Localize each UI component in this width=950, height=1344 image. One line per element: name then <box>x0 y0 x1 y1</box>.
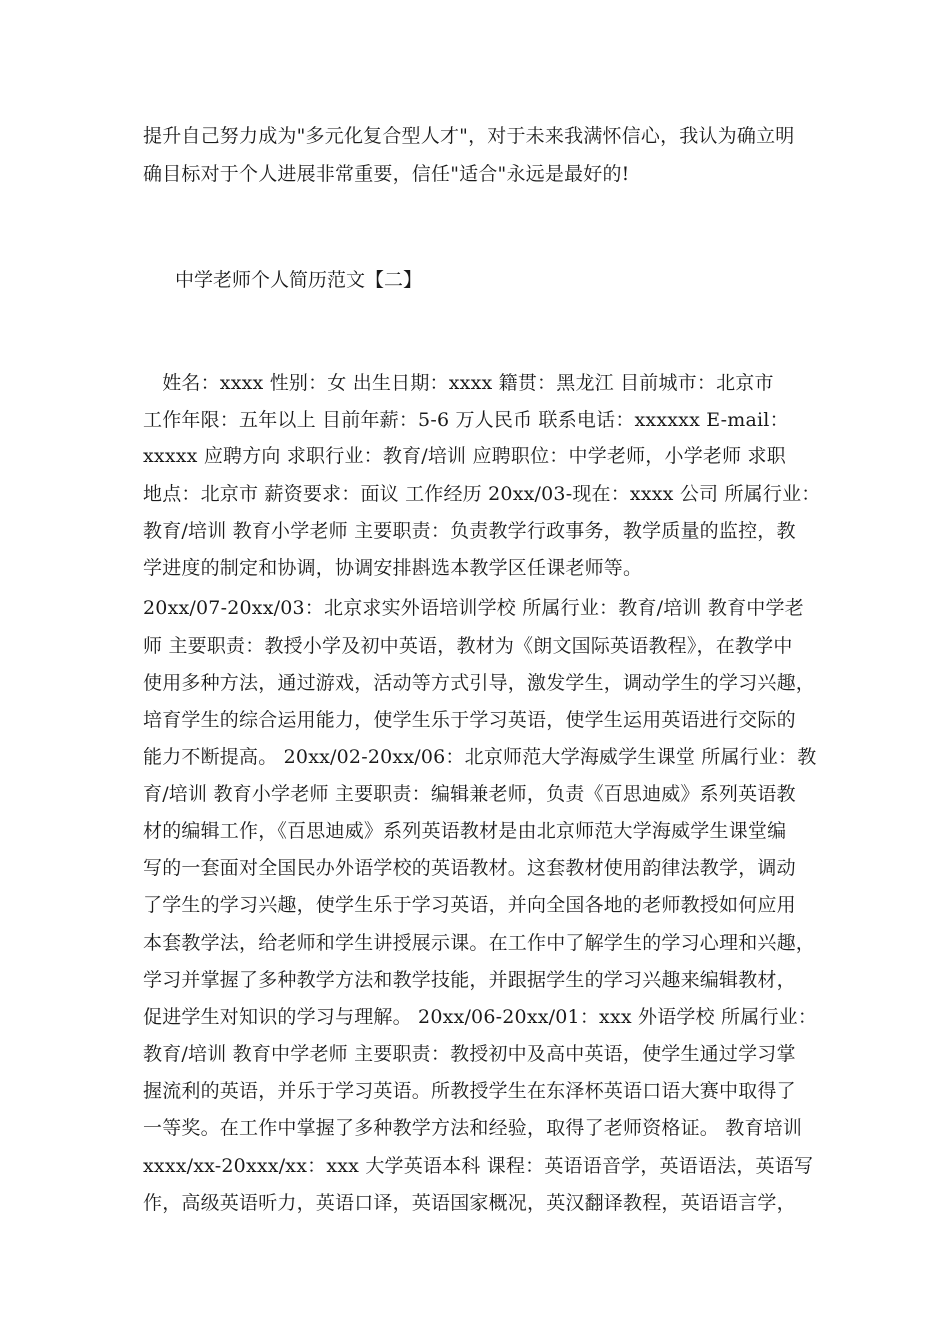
resume-line: 本套教学法，给老师和学生讲授展示课。在工作中了解学生的学习心理和兴趣， <box>143 932 816 954</box>
resume-line: 工作年限：五年以上 目前年薪：5-6 万人民币 联系电话：xxxxxx E-mail： <box>143 409 789 431</box>
resume-line: 了学生的学习兴趣，使学生乐于学习英语，并向全国各地的老师教授如何应用 <box>143 894 796 916</box>
resume-line: 育/培训 教育小学老师 主要职责：编辑兼老师，负责《百思迪威》系列英语教 <box>143 783 796 805</box>
resume-line: 教育/培训 教育中学老师 主要职责：教授初中及高中英语，使学生通过学习掌 <box>143 1043 796 1065</box>
resume-line: xxxxx 应聘方向 求职行业：教育/培训 应聘职位：中学老师，小学老师 求职 <box>143 445 786 467</box>
resume-line: 学进度的制定和协调，协调安排斟选本教学区任课老师等。 <box>143 557 643 579</box>
resume-line: 使用多种方法，通过游戏，活动等方式引导，激发学生，调动学生的学习兴趣， <box>143 672 816 694</box>
section-title: 中学老师个人简历范文【二】 <box>175 269 423 291</box>
resume-line: 教育/培训 教育小学老师 主要职责：负责教学行政事务，教学质量的监控，教 <box>143 520 796 542</box>
resume-line: 20xx/07-20xx/03：北京求实外语培训学校 所属行业：教育/培训 教育中学老 <box>143 597 804 619</box>
resume-line: xxxx/xx-20xxx/xx：xxx 大学英语本科 课程：英语语音学，英语语法，英语写 <box>143 1155 814 1177</box>
resume-line: 促进学生对知识的学习与理解。 20xx/06-20xx/01：xxx 外语学校 所属行业： <box>143 1006 818 1028</box>
resume-line: 作，高级英语听力，英语口译，英语国家概况，英汉翻译教程，英语语言学， <box>143 1192 796 1214</box>
resume-line: 能力不断提高。 20xx/02-20xx/06：北京师范大学海威学生课堂 所属行业：教 <box>143 746 817 768</box>
resume-line: 师 主要职责：教授小学及初中英语，教材为《朗文国际英语教程》，在教学中 <box>143 635 793 657</box>
resume-line: 姓名：xxxx 性别：女 出生日期：xxxx 籍贯：黑龙江 目前城市：北京市 <box>143 372 774 394</box>
resume-line: 一等奖。在工作中掌握了多种教学方法和经验，取得了老师资格证。 教育培训 <box>143 1117 803 1139</box>
resume-line: 写的一套面对全国民办外语学校的英语教材。这套教材使用韵律法教学，调动 <box>143 857 796 879</box>
intro-line: 提升自己努力成为"多元化复合型人才"，对于未来我满怀信心，我认为确立明 <box>143 125 795 147</box>
resume-line: 培育学生的综合运用能力，使学生乐于学习英语，使学生运用英语进行交际的 <box>143 709 796 731</box>
resume-line: 学习并掌握了多种教学方法和教学技能，并跟据学生的学习兴趣来编辑教材， <box>143 969 796 991</box>
resume-line: 材的编辑工作，《百思迪威》系列英语教材是由北京师范大学海威学生课堂编 <box>143 820 787 842</box>
resume-line: 握流利的英语，并乐于学习英语。所教授学生在东泽杯英语口语大赛中取得了 <box>143 1080 796 1102</box>
intro-line: 确目标对于个人进展非常重要，信任"适合"永远是最好的! <box>143 163 630 185</box>
resume-line: 地点：北京市 薪资要求：面议 工作经历 20xx/03-现在：xxxx 公司 所属行业： <box>143 483 821 505</box>
